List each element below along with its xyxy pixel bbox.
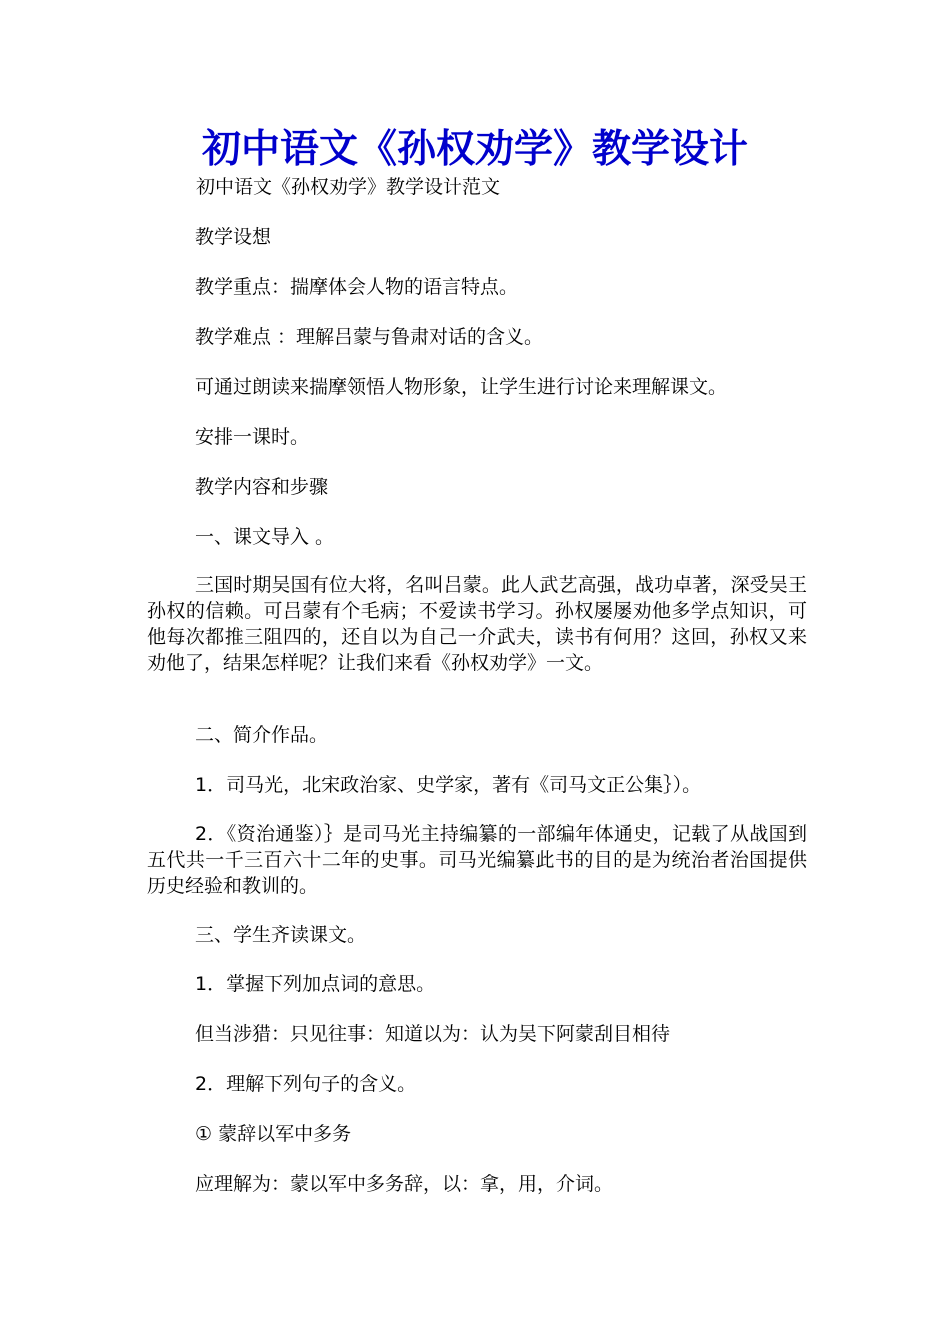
paragraph-introduction: 三国时期吴国有位大将，名叫吕蒙。此人武艺高强，战功卓著，深受吴王孙权的信赖。可吕蒙有个毛病；不爱读书学习。孙权屡屡劝他多学点知识，可他每次都推三阻四的，还自以为自己一介武夫，读书有何用？这回，孙权又来劝他了，结果怎样呢？让我们来看《孙权劝学》一文。 (147, 574, 807, 674)
paragraph-reading-item-1: 1．掌握下列加点词的意思。 (195, 973, 436, 995)
paragraph-teaching-method: 可通过朗读来揣摩领悟人物形象，让学生进行讨论来理解课文。 (195, 376, 728, 398)
section-heading-introduction: 一、课文导入 。 (195, 526, 335, 548)
paragraph-reading-item-2: 2．理解下列句子的含义。 (195, 1073, 417, 1095)
paragraph-class-hours: 安排一课时。 (195, 426, 310, 448)
paragraph-sentence-1-explanation: 应理解为：蒙以军中多务辞，以：拿，用，介词。 (195, 1173, 614, 1195)
paragraph-works-item-2: 2．《资治通鉴）｝是司马光主持编纂的一部编年体通史，记载了从战国到五代共一千三百六十二年的史事。司马光编纂此书的目的是为统治者治国提供历史经验和教训的。 (147, 823, 807, 897)
paragraph-vocabulary: 但当涉猎：只见往事：知道以为：认为吴下阿蒙刮目相待 (195, 1023, 671, 1045)
section-heading-reading: 三、学生齐读课文。 (195, 924, 367, 946)
paragraph-content-steps: 教学内容和步骤 (195, 476, 329, 498)
paragraph-works-item-1: 1．司马光，北宋政治家、史学家，著有《司马文正公集｝）。 (195, 774, 702, 796)
paragraph-teaching-difficulty: 教学难点 ：理解吕蒙与鲁肃对话的含义。 (195, 326, 544, 348)
document-title: 初中语文《孙权劝学》教学设计 (201, 127, 748, 172)
paragraph-teaching-focus: 教学重点：揣摩体会人物的语言特点。 (195, 276, 519, 298)
paragraph-sentence-1: ① 蒙辞以军中多务 (195, 1123, 352, 1145)
section-heading-works: 二、简介作品。 (195, 724, 329, 746)
document-subtitle: 初中语文《孙权劝学》教学设计范文 (196, 176, 501, 198)
paragraph-teaching-concept: 教学设想 (195, 226, 272, 248)
